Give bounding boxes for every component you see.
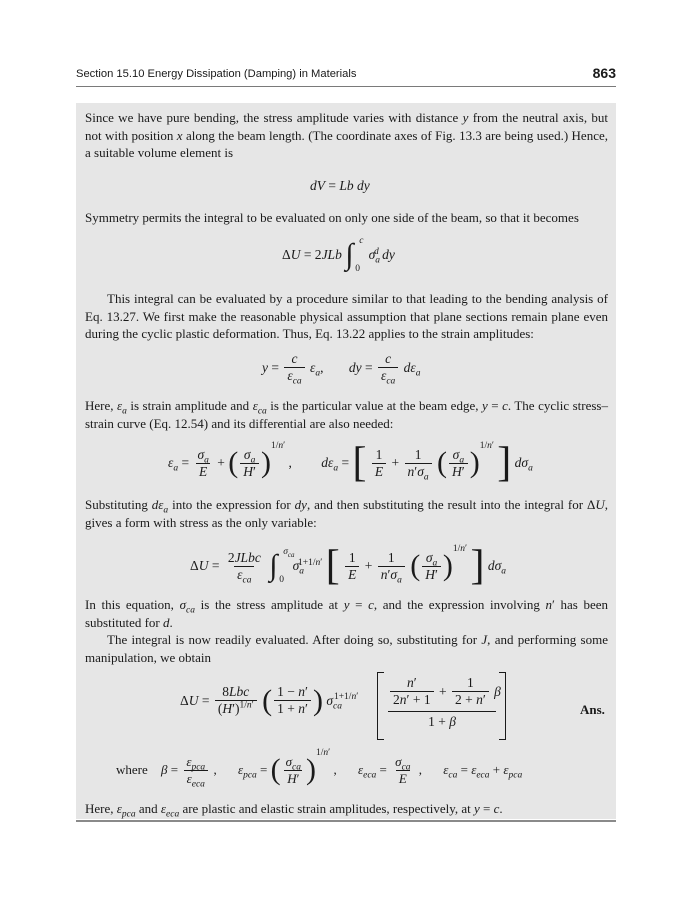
bracket-denominator: 1 + β [428, 714, 456, 729]
bracket-fraction-line [388, 711, 496, 712]
panel-bottom-rule [76, 820, 616, 822]
answer-label: Ans. [580, 702, 605, 717]
paragraph-7: The integral is now readily evaluated. After doing so, substituting for J, and performing some manipulation, we obtain [85, 632, 608, 665]
paragraph-6: In this equation, $\sigma_{ca}$ is the stress amplitude at y = c, and the expression involving n′ has been substituted for d. [85, 597, 608, 630]
page-number: 863 [592, 65, 616, 81]
header-rule [76, 86, 616, 87]
paragraph-4: Here, $\varepsilon_a$ is strain amplitude and $\varepsilon_{ca}$ is the particular value at the beam edge, y = c. The cyclic stress–strain curve (Eq. 12.54) and its differential are also needed: [85, 398, 608, 431]
bracket-numerator: $\frac{n'}{2n' + 1}$ + $\frac{1}{2 + n'}$ β [388, 676, 496, 707]
equation-energy-stress-form: ΔU = $\frac{\text{2JLbc}}{\varepsilon_{ca}}$ $\sigma_{ca}$ ∫ 0 $\sigma_a^{1+1/n'}$ [ $\frac{1}{E}$ + $\frac{1}{n'\sigma_a}$ ( $\frac{\sigma_a}{H'}$ )$^{1/n'}$ ] $d\sigma_a$ [190, 543, 507, 589]
where-label: where [116, 762, 148, 778]
section-title: Section 15.10 Energy Dissipation (Damping) in Materials [76, 68, 357, 80]
equation-stress-strain-curve: $\varepsilon_a$ = $\frac{\sigma_a}{E}$ + ( $\frac{\sigma_a}{H'}$ )$^{1/n'}$ , $d\varepsilon_a$ = [ $\frac{1}{E}$ + $\frac{1}{n'\sigma_a}$ ( $\frac{\sigma_a}{H'}$ )$^{1/n'}$ ] $d\sigma_a$ [168, 440, 533, 486]
paragraph-3: This integral can be evaluated by a procedure similar to that leading to the bending analysis of Eq. 13.27. We first make the reasonable physical assumption that plane sections remain plane even during the cyclic plastic deformation. Thus, Eq. 13.22 applies to the strain amplitudes: [85, 291, 608, 341]
equation-definitions: where β = $\frac{\varepsilon_{pca}}{\varepsilon_{eca}}$ , $\varepsilon_{pca}$ = ( $\frac{\sigma_{ca}}{H'}$ )$^{1/n'}$ , $\varepsilon_{eca}$ = $\frac{\sigma_{ca}}{E}$ , $\varepsilon_{ca} = \varepsilon_{eca} + \varepsilon_{pca}$ [116, 748, 523, 790]
equation-energy-result: ΔU = $\frac{\text{8Lbc}}{(H')^{1/n'}}$ ( $\frac{1 - n'}{1 + n'}$ ) $\sigma_{ca}^{1+1/n'}$ [180, 683, 359, 717]
paragraph-1: Since we have pure bending, the stress amplitude varies with distance y from the neutral axis, but not with position x along the beam length. (The coordinate axes of Fig. 13.3 are being used.) Hence, a suitable volume element is [85, 110, 608, 160]
equation-energy-integral: ΔU = 2JLb c ∫ 0 $\sigma_a^d$ dy [282, 236, 395, 274]
left-bracket [377, 672, 384, 740]
paragraph-5: Substituting $d\varepsilon_a$ into the expression for dy, and then substituting the result into the integral for ΔU, gives a form with stress as the only variable: [85, 497, 608, 530]
paragraph-8: Here, $\varepsilon_{pca}$ and $\varepsilon_{eca}$ are plastic and elastic strain amplitudes, respectively, at y = c. [85, 801, 503, 820]
paragraph-2: Symmetry permits the integral to be evaluated on only one side of the beam, so that it becomes [85, 210, 579, 225]
right-bracket [499, 672, 506, 740]
equation-volume-element: dV = Lb dy [310, 178, 370, 193]
page-header [76, 66, 616, 84]
equation-strain-amplitudes: y = $\frac{c}{\varepsilon_{ca}}$ $\varepsilon_a$, dy = $\frac{c}{\varepsilon_{ca}}$ $d\varepsilon_a$ [262, 351, 421, 387]
